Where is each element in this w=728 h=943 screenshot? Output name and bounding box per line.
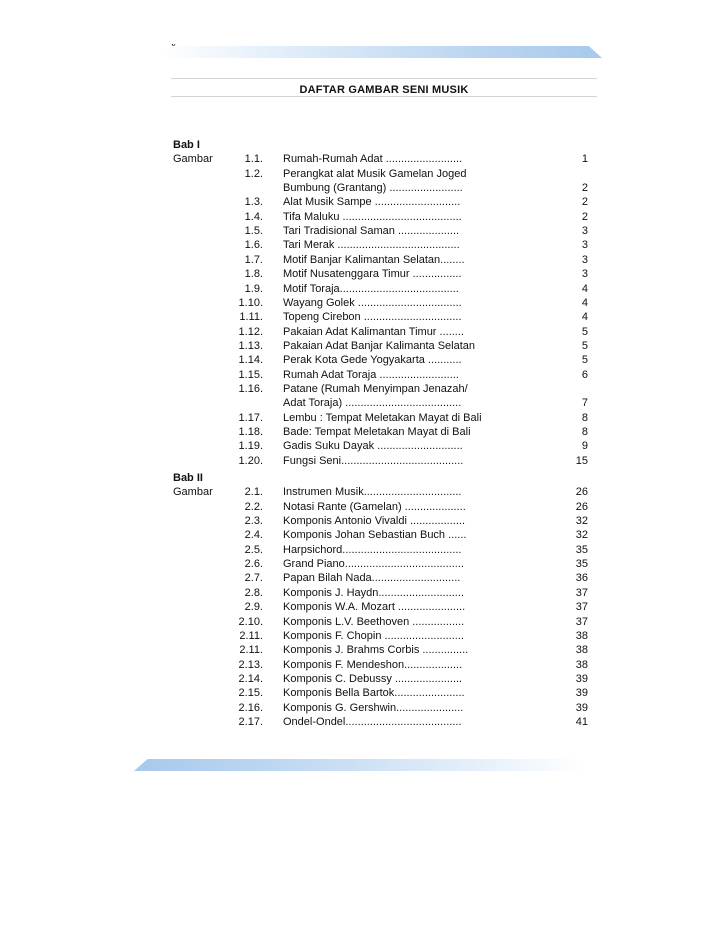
figure-number: 2.6. — [244, 558, 263, 571]
chapter-heading: Bab II — [173, 472, 203, 484]
figure-number: 1.12. — [238, 325, 263, 338]
list-item — [173, 181, 588, 195]
list-item — [173, 672, 588, 686]
list-item — [173, 152, 588, 166]
page-title: DAFTAR GAMBAR SENI MUSIK — [299, 84, 469, 96]
figure-number: 1.19. — [238, 440, 263, 453]
figure-title: Patane (Rumah Menyimpan Jenazah/ — [283, 382, 468, 395]
list-item — [173, 224, 588, 238]
figure-number: 2.1. — [244, 486, 263, 499]
list-item — [173, 238, 588, 252]
list-item — [173, 715, 588, 729]
list-item — [173, 368, 588, 382]
list-item — [173, 439, 588, 453]
figure-number: 2.4. — [244, 529, 263, 542]
list-item — [173, 310, 588, 324]
figure-number: 1.13. — [238, 339, 263, 352]
figure-number: 2.11. — [239, 629, 263, 642]
figure-page: 7 — [581, 397, 588, 410]
figure-title: Rumah Adat Toraja .......................... — [283, 368, 459, 381]
list-item — [173, 629, 588, 643]
list-item — [173, 267, 588, 281]
figure-number: 1.7. — [244, 253, 263, 266]
figure-number: 1.2. — [244, 167, 263, 180]
figure-title: Topeng Cirebon ................................ — [283, 311, 462, 324]
figure-title: Komponis Antonio Vivaldi .................. — [283, 515, 465, 528]
list-item — [173, 514, 588, 528]
header-band — [160, 46, 602, 58]
figure-page: 3 — [581, 225, 588, 238]
figure-page: 3 — [581, 239, 588, 252]
figure-number: 2.2. — [244, 500, 263, 513]
list-item — [173, 353, 588, 367]
figure-number: 2.15. — [238, 687, 263, 700]
figure-number: 2.16. — [238, 701, 263, 714]
list-item — [173, 282, 588, 296]
figure-page: 32 — [575, 515, 588, 528]
figure-title: Grand Piano....................................... — [283, 558, 464, 571]
figure-number: 2.7. — [244, 572, 263, 585]
figure-page: 26 — [575, 500, 588, 513]
figure-page: 15 — [575, 454, 588, 467]
figure-page: 39 — [575, 701, 588, 714]
figure-number: 2.5. — [244, 543, 263, 556]
figure-number: 1.18. — [238, 426, 263, 438]
figure-number: 2.17. — [238, 715, 263, 728]
figure-page: 9 — [581, 440, 588, 453]
list-item — [173, 210, 588, 224]
figure-title: Motif Nusatenggara Timur ................ — [283, 268, 462, 281]
figure-number: 1.17. — [238, 411, 263, 424]
list-item — [173, 557, 588, 571]
figure-title: Komponis G. Gershwin...................... — [283, 701, 464, 714]
list-item — [173, 543, 588, 557]
figure-page: 3 — [581, 268, 588, 281]
figure-page: 5 — [581, 354, 588, 367]
list-item — [173, 500, 588, 514]
figure-page: 5 — [581, 339, 588, 352]
figure-title: Papan Bilah Nada............................. — [283, 572, 461, 585]
figure-title: Adat Toraja) ...................................... — [283, 397, 462, 410]
footer-band — [134, 759, 586, 771]
figure-number: 1.4. — [244, 210, 263, 223]
figure-page: 4 — [581, 296, 588, 309]
figure-title: Perangkat alat Musik Gamelan Joged — [283, 167, 467, 180]
figure-number: 2.14. — [238, 672, 263, 685]
figure-title: Komponis L.V. Beethoven ................. — [283, 615, 465, 628]
list-item — [173, 643, 588, 657]
figure-number: 1.20. — [238, 454, 263, 467]
figure-page: 37 — [575, 586, 588, 599]
figure-title: Komponis J. Haydn............................ — [283, 586, 464, 599]
figure-number: 1.6. — [244, 239, 263, 252]
list-item — [173, 325, 588, 339]
figure-title: Fungsi Seni........................................ — [283, 454, 464, 467]
figure-page: 2 — [581, 210, 588, 223]
figure-number: 2.10. — [238, 615, 263, 628]
figure-page: 41 — [575, 715, 588, 728]
figure-page: 2 — [581, 196, 588, 209]
figure-page: 39 — [575, 672, 588, 685]
figure-number: 1.10. — [238, 296, 263, 309]
figure-title: Alat Musik Sampe ............................ — [283, 196, 461, 209]
list-item — [173, 425, 588, 439]
figure-number: 2.11. — [239, 644, 263, 657]
figure-page: 4 — [581, 282, 588, 295]
title-rule-bottom — [171, 96, 597, 97]
figure-title: Notasi Rante (Gamelan) .................... — [283, 500, 466, 513]
figure-title: Pakaian Adat Kalimantan Timur ........ — [283, 325, 464, 338]
figure-page: 38 — [575, 629, 588, 642]
list-item — [173, 600, 588, 614]
figure-page: 4 — [581, 311, 588, 324]
list-item — [173, 296, 588, 310]
figure-page: 35 — [575, 558, 588, 571]
figure-title: Komponis W.A. Mozart ...................... — [283, 601, 466, 614]
list-item — [173, 339, 588, 353]
list-item — [173, 701, 588, 715]
figure-title: Komponis F. Mendeshon................... — [283, 658, 463, 671]
title-rule-top — [171, 78, 597, 79]
figure-page: 37 — [575, 601, 588, 614]
figure-number: 1.1. — [244, 153, 263, 166]
figure-title: Ondel-Ondel...................................... — [283, 715, 462, 728]
figure-number: 1.14. — [238, 354, 263, 367]
figure-title: Perak Kota Gede Yogyakarta ........... — [283, 354, 462, 367]
figure-title: Wayang Golek .................................. — [283, 296, 462, 309]
figure-page: 8 — [581, 411, 588, 424]
figure-title: Harpsichord....................................... — [283, 543, 462, 556]
figure-title: Lembu : Tempat Meletakan Mayat di Bali — [283, 411, 482, 424]
list-item — [173, 411, 588, 425]
list-item — [173, 528, 588, 542]
figure-title: Bumbung (Grantang) ........................ — [283, 182, 463, 195]
list-item — [173, 615, 588, 629]
list-item — [173, 658, 588, 672]
figure-page: 37 — [575, 615, 588, 628]
list-item — [173, 571, 588, 585]
figure-page: 35 — [575, 543, 588, 556]
figure-title: Rumah-Rumah Adat ......................... — [283, 153, 463, 166]
figure-number: 1.5. — [244, 225, 263, 238]
figure-label: Gambar — [173, 486, 213, 499]
list-item — [173, 586, 588, 600]
figure-page: 38 — [575, 644, 588, 657]
figure-number: 1.11. — [239, 311, 263, 324]
figure-page: 6 — [581, 368, 588, 381]
figure-number: 2.8. — [244, 586, 263, 599]
list-item — [173, 167, 588, 181]
figure-number: 1.15. — [238, 368, 263, 381]
figure-page: 32 — [575, 529, 588, 542]
figure-title: Komponis Bella Bartok....................... — [283, 687, 465, 700]
list-item — [173, 253, 588, 267]
figure-title: Bade: Tempat Meletakan Mayat di Bali — [283, 426, 471, 438]
list-item — [173, 396, 588, 410]
figure-page: 26 — [575, 486, 588, 499]
list-item — [173, 454, 588, 468]
figure-number: 2.13. — [238, 658, 263, 671]
figure-title: Tari Merak ........................................ — [283, 239, 460, 252]
figure-title: Instrumen Musik................................ — [283, 486, 462, 499]
figure-title: Motif Banjar Kalimantan Selatan........ — [283, 253, 465, 266]
figure-title: Komponis Johan Sebastian Buch ...... — [283, 529, 467, 542]
figure-page: 38 — [575, 658, 588, 671]
figure-title: Tifa Maluku ....................................... — [283, 210, 462, 223]
figure-title: Komponis F. Chopin .......................... — [283, 629, 464, 642]
figure-title: Komponis C. Debussy ...................... — [283, 672, 463, 685]
figure-title: Pakaian Adat Banjar Kalimanta Selatan — [283, 339, 476, 352]
list-item — [173, 195, 588, 209]
figure-page: 39 — [575, 687, 588, 700]
figure-title: Tari Tradisional Saman .................... — [283, 225, 460, 238]
figure-page: 3 — [581, 253, 588, 266]
figure-page: 36 — [575, 572, 588, 585]
figure-number: 1.9. — [244, 282, 263, 295]
chapter-heading: Bab I — [173, 139, 200, 151]
list-item — [173, 382, 588, 396]
figure-title: Motif Toraja....................................... — [283, 282, 459, 295]
figure-number: 1.8. — [244, 268, 263, 281]
figure-title: Komponis J. Brahms Corbis ............... — [283, 644, 469, 657]
figure-number: 1.3. — [244, 196, 263, 209]
figure-page: 5 — [581, 325, 588, 338]
figure-page: 8 — [581, 426, 588, 438]
figure-title: Gadis Suku Dayak ............................ — [283, 440, 463, 453]
figure-number: 2.3. — [244, 515, 263, 528]
figure-number: 2.9. — [244, 601, 263, 614]
list-item — [173, 485, 588, 499]
list-item — [173, 686, 588, 700]
figure-label: Gambar — [173, 153, 213, 166]
figure-page: 2 — [581, 182, 588, 195]
figure-number: 1.16. — [238, 382, 263, 395]
figure-page: 1 — [581, 153, 588, 166]
